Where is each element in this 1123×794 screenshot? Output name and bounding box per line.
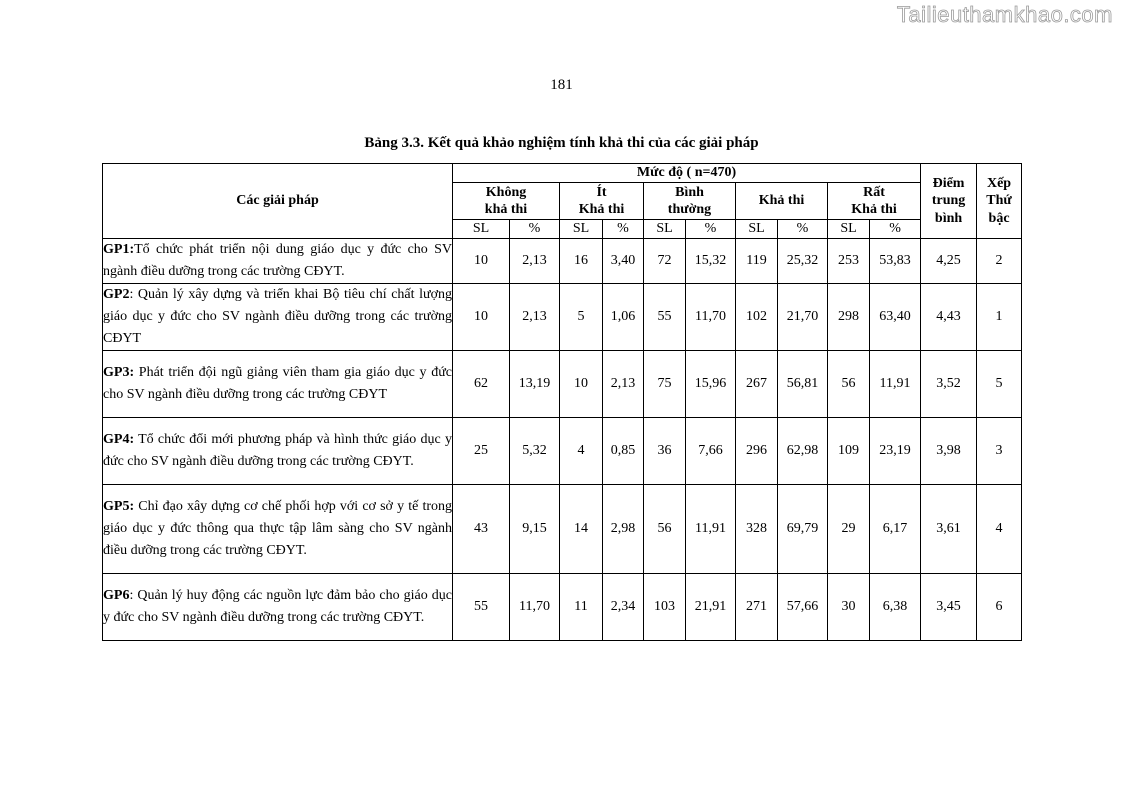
value-cell: 253 [828, 238, 870, 283]
header-level-not-feasible [453, 183, 560, 220]
header-level-line-1: Không [485, 184, 527, 200]
solution-text: Chỉ đạo xây dựng cơ chế phối hợp với cơ sở y tế trong giáo dục y đức thông qua thực tập lâm sàng cho SV ngành điều dưỡng trong các trường CĐYT. [103, 498, 452, 558]
value-cell: 55 [453, 573, 510, 640]
header-rank [977, 164, 1022, 239]
value-cell: 103 [644, 573, 686, 640]
solution-code: GP4: [103, 431, 135, 447]
value-cell: 30 [828, 573, 870, 640]
header-sl: SL [828, 220, 870, 239]
solution-code: GP2 [103, 286, 130, 302]
header-level-slightly-feasible [560, 183, 644, 220]
value-cell: 5,32 [510, 417, 560, 484]
header-sl: SL [644, 220, 686, 239]
header-percent: % [870, 220, 921, 239]
value-cell: 16 [560, 238, 603, 283]
header-average-line-2: trung [931, 193, 966, 208]
header-average-line-3: bình [934, 210, 963, 226]
value-cell: 15,96 [686, 350, 736, 417]
value-cell: 11 [560, 573, 603, 640]
value-cell: 56 [644, 484, 686, 573]
table-title: Bảng 3.3. Kết quả khảo nghiệm tính khả thi của các giải pháp [364, 135, 759, 151]
value-cell: 15,32 [686, 238, 736, 283]
value-cell: 1,06 [603, 283, 644, 350]
value-cell: 56 [828, 350, 870, 417]
rank-cell: 4 [977, 484, 1022, 573]
average-score-cell: 3,98 [921, 417, 977, 484]
value-cell: 21,70 [778, 283, 828, 350]
header-average-line-1: Điểm [932, 175, 965, 191]
header-rank-line-3: bậc [988, 210, 1010, 226]
value-cell: 296 [736, 417, 778, 484]
value-cell: 25,32 [778, 238, 828, 283]
value-cell: 11,91 [870, 350, 921, 417]
value-cell: 13,19 [510, 350, 560, 417]
value-cell: 11,70 [686, 283, 736, 350]
header-level-normal [644, 183, 736, 220]
page-number: 181 [550, 77, 573, 93]
header-percent: % [510, 220, 560, 239]
header-level-line-2: Khả thi [851, 202, 897, 217]
header-rank-line-2: Thứ [986, 193, 1012, 208]
solution-text: : Quản lý xây dựng và triển khai Bộ tiêu chí chất lượng giáo dục y đức cho SV ngành điều dưỡng trong các trường CĐYT [103, 286, 452, 346]
value-cell: 6,38 [870, 573, 921, 640]
average-score-cell: 4,43 [921, 283, 977, 350]
value-cell: 119 [736, 238, 778, 283]
value-cell: 328 [736, 484, 778, 573]
solution-cell [103, 573, 453, 640]
value-cell: 21,91 [686, 573, 736, 640]
value-cell: 23,19 [870, 417, 921, 484]
value-cell: 10 [560, 350, 603, 417]
header-average-score [921, 164, 977, 239]
solution-cell [103, 283, 453, 350]
value-cell: 75 [644, 350, 686, 417]
average-score-cell: 3,61 [921, 484, 977, 573]
rank-cell: 5 [977, 350, 1022, 417]
solution-cell [103, 238, 453, 283]
header-sl: SL [736, 220, 778, 239]
value-cell: 56,81 [778, 350, 828, 417]
solution-cell [103, 350, 453, 417]
value-cell: 6,17 [870, 484, 921, 573]
header-level-feasible [736, 183, 828, 220]
average-score-cell: 4,25 [921, 238, 977, 283]
value-cell: 62 [453, 350, 510, 417]
value-cell: 9,15 [510, 484, 560, 573]
solution-text: Tổ chức phát triển nội dung giáo dục y đức cho SV ngành điều dưỡng trong các trường CĐYT. [103, 241, 452, 279]
solution-text: Tổ chức đổi mới phương pháp và hình thức giáo dục y đức cho SV ngành điều dưỡng trong các trường CĐYT. [103, 431, 452, 469]
table-row [103, 417, 1022, 484]
solution-text: Phát triển đội ngũ giảng viên tham gia giáo dục y đức cho SV ngành điều dưỡng trong các trường CĐYT [103, 364, 452, 402]
value-cell: 0,85 [603, 417, 644, 484]
value-cell: 2,13 [510, 238, 560, 283]
solution-text: : Quản lý huy động các nguồn lực đảm bảo cho giáo dục y đức cho SV ngành điều dưỡng trong các trường CĐYT. [103, 587, 452, 625]
solution-code: GP1: [103, 241, 135, 257]
header-row-1 [103, 164, 1022, 183]
header-level-very-feasible [828, 183, 921, 220]
watermark-text: Tailieuthamkhao.com [896, 2, 1113, 27]
rank-cell: 6 [977, 573, 1022, 640]
value-cell: 53,83 [870, 238, 921, 283]
solution-code: GP3: [103, 364, 135, 380]
value-cell: 36 [644, 417, 686, 484]
value-cell: 3,40 [603, 238, 644, 283]
header-level-line-1: Ít [596, 184, 607, 200]
value-cell: 57,66 [778, 573, 828, 640]
header-solutions: Các giải pháp [103, 164, 453, 239]
value-cell: 25 [453, 417, 510, 484]
table-row [103, 238, 1022, 283]
value-cell: 29 [828, 484, 870, 573]
value-cell: 10 [453, 283, 510, 350]
solution-cell [103, 417, 453, 484]
header-percent: % [778, 220, 828, 239]
value-cell: 2,98 [603, 484, 644, 573]
value-cell: 72 [644, 238, 686, 283]
average-score-cell: 3,52 [921, 350, 977, 417]
value-cell: 63,40 [870, 283, 921, 350]
table-row [103, 573, 1022, 640]
value-cell: 267 [736, 350, 778, 417]
value-cell: 4 [560, 417, 603, 484]
value-cell: 2,34 [603, 573, 644, 640]
average-score-cell: 3,45 [921, 573, 977, 640]
feasibility-results-table [102, 163, 1022, 641]
value-cell: 298 [828, 283, 870, 350]
header-level-line-2: thường [667, 202, 712, 217]
value-cell: 62,98 [778, 417, 828, 484]
value-cell: 11,91 [686, 484, 736, 573]
header-level-line-1: Bình [675, 184, 704, 200]
value-cell: 271 [736, 573, 778, 640]
value-cell: 11,70 [510, 573, 560, 640]
solution-code: GP5: [103, 498, 135, 514]
value-cell: 5 [560, 283, 603, 350]
header-rank-line-1: Xếp [986, 175, 1012, 191]
header-level-line-2: khả thi [484, 202, 528, 217]
value-cell: 2,13 [510, 283, 560, 350]
solution-cell [103, 484, 453, 573]
header-level-line-1: Khả thi [758, 193, 805, 209]
rank-cell: 1 [977, 283, 1022, 350]
header-level-line-1: Rất [863, 184, 885, 200]
solution-code: GP6 [103, 587, 130, 603]
header-percent: % [686, 220, 736, 239]
value-cell: 14 [560, 484, 603, 573]
table-row [103, 283, 1022, 350]
header-sl: SL [560, 220, 603, 239]
value-cell: 2,13 [603, 350, 644, 417]
value-cell: 43 [453, 484, 510, 573]
rank-cell: 3 [977, 417, 1022, 484]
header-sl: SL [453, 220, 510, 239]
value-cell: 7,66 [686, 417, 736, 484]
rank-cell: 2 [977, 238, 1022, 283]
table-row [103, 350, 1022, 417]
value-cell: 109 [828, 417, 870, 484]
header-level-group: Mức độ ( n=470) [453, 164, 921, 183]
header-level-line-2: Khả thi [578, 202, 625, 217]
value-cell: 55 [644, 283, 686, 350]
header-percent: % [603, 220, 644, 239]
value-cell: 102 [736, 283, 778, 350]
table-row [103, 484, 1022, 573]
value-cell: 10 [453, 238, 510, 283]
value-cell: 69,79 [778, 484, 828, 573]
